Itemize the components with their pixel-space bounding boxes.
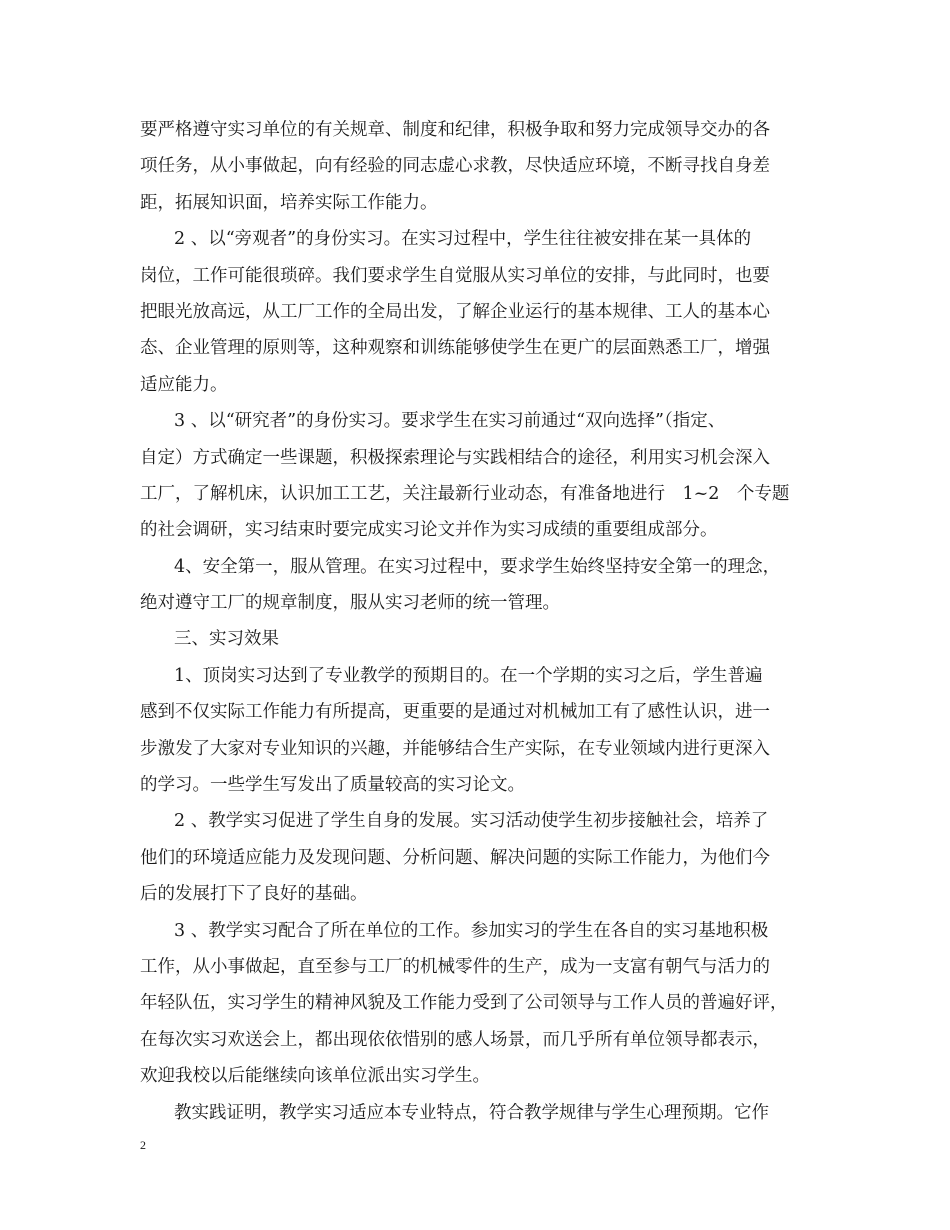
text-line: 要严格遵守实习单位的有关规章、制度和纪律，积极争取和努力完成领导交办的各: [140, 120, 770, 140]
text-line: 后的发展打下了良好的基础。: [140, 884, 368, 905]
text-line: 工作，从小事做起，直至参与工厂的机械零件的生产，成为一支富有朝气与活力的: [140, 956, 770, 977]
paragraph-start: 教实践证明，教学实习适应本专业特点，符合教学规律与学生心理预期。它作: [174, 1102, 769, 1123]
text-line: 年轻队伍，实习学生的精神风貌及工作能力受到了公司领导与工作人员的普遍好评，: [140, 993, 788, 1014]
text-line: 绝对遵守工厂的规章制度，服从实习老师的统一管理。: [140, 593, 560, 614]
text-line: 感到不仅实际工作能力有所提高，更重要的是通过对机械加工有了感性认识，进一: [140, 702, 770, 723]
text-line: 工厂，了解机床，认识加工工艺，关注最新行业动态，有准备地进行 1~2 个专题: [140, 483, 790, 504]
text-line: 项任务，从小事做起，向有经验的同志虚心求教，尽快适应环境，不断寻找自身差: [140, 156, 770, 177]
paragraph-start: 2 、教学实习促进了学生自身的发展。实习活动使学生初步接触社会，培养了: [174, 811, 769, 832]
section-heading: 三、实习效果: [174, 629, 279, 650]
paragraph-start: 4、安全第一，服从管理。在实习过程中，要求学生始终坚持安全第一的理念，: [174, 556, 781, 577]
text-line: 在每次实习欢送会上，都出现依依惜别的感人场景，而几乎所有单位领导都表示，: [140, 1029, 770, 1050]
text-line: 欢迎我校以后能继续向该单位派出实习学生。: [140, 1066, 490, 1087]
text-line: 岗位，工作可能很琐碎。我们要求学生自觉服从实习单位的安排，与此同时，也要: [140, 265, 770, 286]
text-line: 他们的环境适应能力及发现问题、分析问题、解决问题的实际工作能力，为他们今: [140, 847, 770, 868]
paragraph-start: 1、顶岗实习达到了专业教学的预期目的。在一个学期的实习之后，学生普遍: [174, 665, 763, 686]
text-line: 的学习。一些学生写发出了质量较高的实习论文。: [140, 775, 525, 796]
page-number: 2: [140, 1138, 146, 1152]
paragraph-start: 3 、以“研究者”的身份实习。要求学生在实习前通过“双向选择”（指定、: [174, 411, 726, 432]
paragraph-start: 3 、教学实习配合了所在单位的工作。参加实习的学生在各自的实习基地积极: [174, 920, 769, 941]
text-line: 距，拓展知识面，培养实际工作能力。: [140, 192, 438, 213]
text-line: 态、企业管理的原则等，这种观察和训练能够使学生在更广的层面熟悉工厂，增强: [140, 338, 770, 359]
text-line: 把眼光放高远，从工厂工作的全局出发，了解企业运行的基本规律、工人的基本心: [140, 301, 770, 322]
text-line: 步激发了大家对专业知识的兴趣，并能够结合生产实际，在专业领域内进行更深入: [140, 738, 770, 759]
text-line: 适应能力。: [140, 374, 228, 395]
paragraph-start: 2 、以“旁观者”的身份实习。在实习过程中，学生往往被安排在某一具体的: [174, 229, 752, 250]
text-line: 的社会调研，实习结束时要完成实习论文并作为实习成绩的重要组成部分。: [140, 520, 718, 541]
body-text: [140, 112, 830, 1131]
text-line: 自定）方式确定一些课题，积极探索理论与实践相结合的途径，利用实习机会深入: [140, 447, 770, 468]
